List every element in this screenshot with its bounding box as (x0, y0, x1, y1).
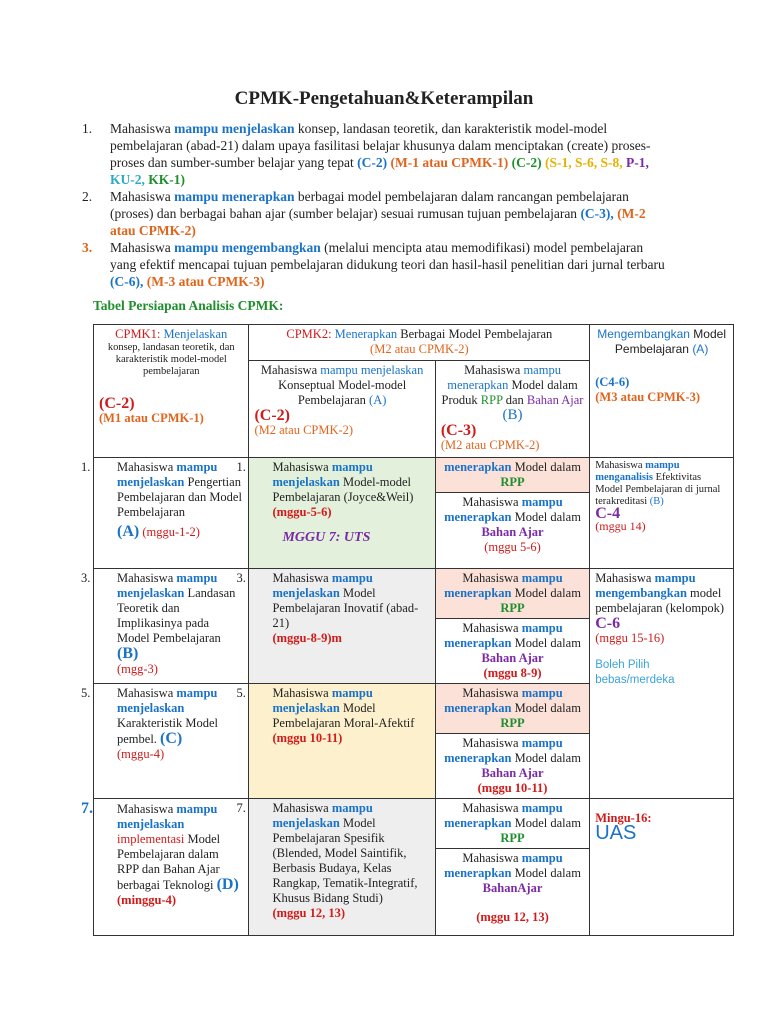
page-title: CPMK-Pengetahuan&Keterampilan (234, 88, 534, 109)
cpmk1-level: (C-2) (99, 395, 135, 412)
level-code: (C-2) (511, 155, 542, 170)
week: (mggu-8-9)m (272, 631, 342, 645)
week: (mggu-5-6) (272, 505, 332, 519)
sikap-code: (S-1, S-6, S-8, (545, 155, 623, 170)
week: (mggu 15-16) (595, 631, 665, 645)
text: Model Pembelajaran Inovatif (abad-21) (272, 586, 419, 630)
item-number: 1. (236, 460, 246, 474)
sub2-code: (M2 atau CPMK-2) (440, 437, 540, 452)
kk-code: KK-1) (148, 172, 185, 187)
text: Mahasiswa (117, 686, 177, 700)
cpmk-code: (M-3 atau CPMK-3) (146, 274, 265, 289)
keyword: mampu menjelaskan (320, 362, 424, 377)
text: (melalui mencipta atau memodifikasi) model pembelajaran yang efektif mencapai tujuan pembelajaran didukung teori dan hasil-hasil penelitian dari jurnal terbaru (110, 240, 665, 272)
sub1-level: (C-2) (254, 406, 291, 424)
text: Model dalam (511, 586, 581, 600)
keyword: mampu menerapkan (444, 686, 563, 715)
row1-col3 (435, 458, 589, 569)
keyword: mampu menganalisis (595, 460, 680, 483)
keyword: mampu menjelaskan (272, 801, 373, 830)
week: (mggu 10-11) (477, 781, 548, 795)
text: dan (502, 392, 527, 407)
text: model pembelajaran (kelompok) (595, 586, 725, 615)
uas-label: UAS (595, 822, 637, 844)
sub1-header (249, 360, 435, 457)
text: Mahasiswa (272, 801, 332, 815)
item-number: 1. (81, 460, 91, 474)
bahan-ajar: Bahan Ajar (481, 766, 544, 780)
text: Mahasiswa (462, 801, 522, 815)
keyword: mampu menerapkan (174, 189, 295, 204)
text: Mahasiswa (260, 362, 321, 377)
rpp: RPP (480, 392, 503, 407)
item-number: 5. (236, 686, 246, 700)
cpmk2-verb: Menerapkan (331, 327, 398, 341)
sub2-header (435, 360, 589, 457)
table-row (94, 569, 734, 684)
cpmk1-verb: Menjelaskan (160, 327, 228, 341)
text: Mahasiswa (595, 571, 655, 585)
row1-col1 (81, 458, 249, 569)
list-number: 2. (82, 189, 93, 204)
keyword: mampu menerapkan (447, 362, 561, 392)
list-number: 3. (82, 240, 93, 255)
week: (mggu 10-11) (272, 731, 343, 745)
row4-col4 (590, 799, 734, 936)
cpmk3-letter: (A) (692, 342, 709, 356)
rpp-cell (436, 569, 589, 619)
bahan-ajar: Bahan Ajar (481, 651, 544, 665)
keyword: mampu menerapkan (444, 621, 563, 650)
text: Mahasiswa (272, 460, 332, 474)
text: Model dalam Produk (441, 377, 578, 407)
row1-col2 (236, 458, 435, 569)
keyword: mampu menjelaskan (272, 686, 373, 715)
letter: (A) (117, 523, 140, 540)
cpmk2-text: Berbagai Model Pembelajaran (397, 327, 553, 341)
text: Model dalam (511, 510, 581, 524)
text: Mahasiswa (462, 736, 522, 750)
cpmk1-header (94, 325, 249, 458)
keyword: mampu menerapkan (444, 495, 563, 524)
text: Konseptual Model-model Pembelajaran (278, 377, 407, 407)
row2-col4 (590, 569, 734, 799)
text: Mahasiswa (462, 686, 522, 700)
bahan-ajar: Bahan Ajar (481, 525, 544, 539)
cpmk-code: (M-2 atau CPMK-2) (110, 206, 646, 238)
text: Mahasiswa (462, 621, 522, 635)
week: (minggu-4) (117, 893, 177, 907)
row3-col1 (81, 684, 249, 799)
row4-col1 (81, 799, 249, 936)
text: Mahasiswa (464, 362, 524, 377)
week: (mggu 12, 13) (476, 910, 549, 924)
text: berbagai model pembelajaran dalam rancangan pembelajaran (proses) dan berbagai bahan ajar (sumber belajar) sesuai rumusan tujuan pembelajaran (110, 189, 629, 221)
keyword: mampu menerapkan (444, 801, 563, 830)
rpp: RPP (500, 831, 525, 845)
table-row (94, 458, 734, 569)
cpmk2-code: (M2 atau CPMK-2) (370, 342, 469, 356)
rpp-cell (436, 458, 589, 493)
row4-col3 (435, 799, 589, 936)
list-item (82, 188, 670, 239)
keyword: mampu menjelaskan (174, 121, 295, 136)
text: Efektivitas Model Pembelajaran di jurnal terakreditasi (595, 472, 721, 507)
week: (mggu-1-2) (139, 525, 200, 539)
bahan-ajar-cell (436, 734, 589, 798)
row3-col3 (435, 684, 589, 799)
text: Mahasiswa (462, 495, 522, 509)
list-item (82, 239, 670, 290)
text: Mahasiswa (272, 686, 332, 700)
keyword-red: implementasi (117, 832, 185, 846)
sub1-code: (M2 atau CPMK-2) (254, 422, 354, 437)
keyword: mampu mengembangkan (595, 571, 696, 600)
cpmk-table (81, 324, 734, 936)
text: konsep, landasan teoretik, dan karakteristik model-model pembelajaran (abad-21) dalam upaya fasilitasi belajar khusunya dalam menciptakan (create) proses-proses dan sumber-sumber belajar yang tepat (110, 121, 651, 170)
keyword: mampu menerapkan (444, 851, 563, 880)
rpp-cell (436, 799, 589, 849)
item-number: 3. (81, 571, 91, 585)
rpp: RPP (500, 716, 525, 730)
cpmk-code: (M-1 atau CPMK-1) (390, 155, 509, 170)
text: Karakteristik Model pembel. (117, 716, 219, 746)
cpmk2-header (249, 325, 590, 361)
table-caption: Tabel Persiapan Analisis CPMK: (93, 298, 284, 313)
item-number: 7. (81, 800, 93, 817)
text: Model Pembelajaran dalam RPP dan Bahan Ajar berbagai Teknologi (117, 832, 221, 892)
level-code: (C-2) (357, 155, 388, 170)
ku-code: KU-2, (110, 172, 145, 187)
level: C-6 (595, 615, 621, 632)
bahan-ajar: BahanAjar (482, 881, 543, 895)
item-number: 5. (81, 686, 91, 700)
keyword: mampu menjelaskan (117, 460, 218, 489)
cpmk1-desc: konsep, landasan teoretik, dan karakteristik model-model pembelajaran (107, 342, 235, 377)
text: Mahasiswa (110, 189, 175, 204)
week: (mggu 8-9) (483, 666, 542, 680)
letter: (B) (649, 496, 664, 507)
cpmk3-text: Model Pembelajaran (614, 327, 726, 356)
text: Mahasiswa (110, 121, 175, 136)
cpmk3-level: (C4-6) (595, 375, 630, 389)
week: (mggu 5-6) (484, 540, 541, 554)
bahan-ajar-cell (436, 849, 589, 927)
keyword: mampu menjelaskan (117, 571, 218, 600)
bahan-ajar: Bahan Ajar (526, 392, 584, 407)
row4-col2 (236, 799, 435, 936)
letter: (B) (502, 406, 523, 423)
row2-col1 (81, 569, 249, 684)
letter: (C) (160, 730, 183, 747)
text: Landasan Teoretik dan Implikasinya pada Model Pembelajaran (117, 586, 236, 645)
item-number: 3. (236, 571, 246, 585)
keyword: menerapkan (444, 460, 512, 474)
cpmk2-label: CPMK2: (286, 327, 332, 341)
text: Mahasiswa (117, 460, 177, 474)
row1-col4 (590, 458, 734, 569)
cpmk3-code: (M3 atau CPMK-3) (595, 390, 701, 404)
cpmk3-verb: Mengembangkan (597, 327, 690, 341)
text: Model dalam (511, 816, 581, 830)
text: Mahasiswa (110, 240, 175, 255)
week: (mgg-3) (117, 662, 158, 676)
week: (mggu 12, 13) (272, 906, 346, 920)
rpp: RPP (500, 601, 525, 615)
week: (mggu-4) (117, 747, 165, 761)
letter: (B) (117, 645, 139, 662)
week: Mingu-16: (595, 811, 652, 825)
text: Mahasiswa (117, 571, 177, 585)
level-code: (C-6), (110, 274, 144, 289)
text: Mahasiswa (272, 571, 332, 585)
bahan-ajar-cell (436, 493, 589, 557)
text: Model dalam (511, 460, 581, 474)
note: Boleh Pilih bebas/merdeka (595, 659, 675, 686)
week: (mggu 14) (595, 519, 646, 533)
text: Mahasiswa (462, 571, 522, 585)
rpp: RPP (500, 475, 525, 489)
keyword: mampu menjelaskan (117, 802, 218, 831)
sub2-level: (C-3) (440, 421, 477, 439)
letter: (D) (216, 876, 239, 893)
cpmk-list (82, 120, 670, 290)
cpmk3-header (590, 325, 734, 458)
rpp-cell (436, 684, 589, 734)
list-item (82, 120, 670, 188)
text: Model-model Pembelajaran (Joyce&Weil) (272, 475, 414, 504)
keyword: mampu menerapkan (444, 571, 563, 600)
text: Model dalam (511, 636, 581, 650)
cpmk1-label: CPMK1: (115, 327, 161, 341)
p-code: P-1, (626, 155, 649, 170)
text: Model dalam (511, 866, 581, 880)
bahan-ajar-cell (436, 619, 589, 683)
text: Pengertian Pembelajaran dan Model Pembelajaran (117, 475, 242, 519)
keyword: mampu menjelaskan (117, 686, 218, 715)
text: Mahasiswa (595, 460, 646, 471)
cpmk1-code: (M1 atau CPMK-1) (99, 411, 204, 425)
keyword: mampu mengembangkan (174, 240, 321, 255)
row2-col2 (236, 569, 435, 684)
row3-col2 (236, 684, 435, 799)
row2-col3 (435, 569, 589, 684)
text: Mahasiswa (462, 851, 522, 865)
list-number: 1. (82, 121, 93, 136)
table-header-row (94, 325, 734, 361)
letter: (A) (369, 392, 387, 407)
item-number: 7. (236, 801, 246, 815)
level-code: (C-3), (580, 206, 614, 221)
keyword: mampu menjelaskan (272, 571, 373, 600)
keyword: mampu menjelaskan (272, 460, 373, 489)
table-row (94, 799, 734, 936)
text: Model dalam (511, 701, 581, 715)
text: Model dalam (511, 751, 581, 765)
level: C-4 (595, 505, 621, 522)
text: Model Pembelajaran Spesifik (Blended, Model Saintifik, Berbasis Budaya, Kelas Rangkap, Tematik-Integratif, Khusus Bidang Studi) (272, 816, 418, 905)
uts-label: MGGU 7: UTS (282, 530, 371, 545)
text: Model Pembelajaran Moral-Afektif (272, 701, 415, 730)
text: Mahasiswa (117, 802, 177, 816)
keyword: mampu menerapkan (444, 736, 563, 765)
